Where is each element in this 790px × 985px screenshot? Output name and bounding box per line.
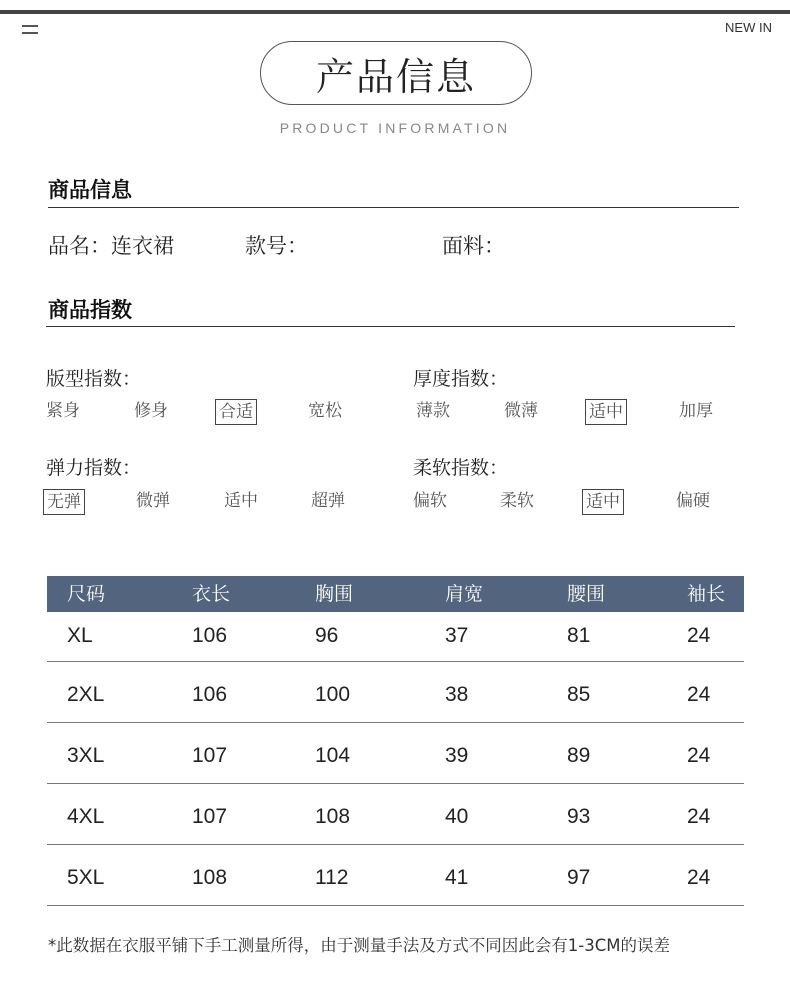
index-option: 柔软 bbox=[500, 491, 534, 511]
table-row bbox=[47, 784, 744, 845]
index-label: 版型指数： bbox=[46, 368, 142, 390]
section-rule bbox=[48, 207, 739, 208]
table-cell: 24 bbox=[687, 805, 711, 828]
table-header-cell: 衣长 bbox=[192, 583, 231, 605]
section-heading-indices: 商品指数 bbox=[48, 298, 132, 322]
table-cell: 107 bbox=[192, 744, 228, 767]
table-cell: 97 bbox=[567, 866, 591, 889]
table-cell: 5XL bbox=[67, 866, 105, 889]
table-cell: 96 bbox=[315, 624, 339, 647]
table-cell: 4XL bbox=[67, 805, 105, 828]
product-name: 品名：连衣裙 bbox=[48, 234, 174, 258]
index-option: 微薄 bbox=[504, 401, 538, 421]
table-cell: 89 bbox=[567, 744, 591, 767]
index-option: 修身 bbox=[134, 401, 168, 421]
index-option: 超弹 bbox=[311, 491, 345, 511]
table-cell: 3XL bbox=[67, 744, 105, 767]
table-cell: 41 bbox=[445, 866, 469, 889]
index-option: 偏硬 bbox=[676, 491, 710, 511]
section-heading-product-info: 商品信息 bbox=[48, 178, 132, 202]
index-option-selected: 适中 bbox=[582, 489, 624, 515]
table-header-cell: 腰围 bbox=[567, 583, 606, 605]
index-option-selected: 适中 bbox=[585, 399, 627, 425]
table-cell: 24 bbox=[687, 744, 711, 767]
table-header-cell: 袖长 bbox=[687, 583, 726, 605]
table-cell: 37 bbox=[445, 624, 469, 647]
table-cell: 112 bbox=[315, 866, 349, 889]
page-title: 产品信息 bbox=[315, 54, 476, 99]
index-option: 微弹 bbox=[136, 491, 170, 511]
table-header bbox=[47, 576, 744, 612]
table-row bbox=[47, 845, 744, 906]
style-number: 款号： bbox=[245, 234, 308, 258]
table-cell: 106 bbox=[192, 624, 228, 647]
index-label: 柔软指数： bbox=[413, 457, 509, 479]
fabric: 面料： bbox=[442, 234, 505, 258]
table-cell: 81 bbox=[567, 624, 591, 647]
index-option-selected: 合适 bbox=[215, 399, 257, 425]
title-pill bbox=[260, 41, 532, 105]
index-option: 紧身 bbox=[46, 401, 80, 421]
table-cell: 104 bbox=[315, 744, 351, 767]
table-cell: 24 bbox=[687, 866, 711, 889]
index-label: 弹力指数： bbox=[46, 457, 142, 479]
size-table bbox=[47, 576, 744, 906]
table-cell: 40 bbox=[445, 805, 469, 828]
table-row bbox=[47, 612, 744, 662]
index-option: 薄款 bbox=[416, 401, 450, 421]
index-option: 偏软 bbox=[413, 491, 447, 511]
table-cell: 24 bbox=[687, 683, 711, 706]
index-option-selected: 无弹 bbox=[43, 489, 85, 515]
table-cell: 108 bbox=[315, 805, 351, 828]
table-cell: 106 bbox=[192, 683, 228, 706]
table-row bbox=[47, 723, 744, 784]
table-cell: 93 bbox=[567, 805, 591, 828]
index-option: 适中 bbox=[224, 491, 258, 511]
table-cell: 85 bbox=[567, 683, 591, 706]
page-subtitle: PRODUCT INFORMATION bbox=[279, 120, 511, 136]
table-cell: 100 bbox=[315, 683, 351, 706]
table-cell: 108 bbox=[192, 866, 228, 889]
section-rule bbox=[46, 326, 735, 327]
menu-icon[interactable] bbox=[22, 25, 38, 35]
index-label: 厚度指数： bbox=[413, 368, 509, 390]
table-cell: 107 bbox=[192, 805, 228, 828]
table-cell: 39 bbox=[445, 744, 469, 767]
table-cell: 2XL bbox=[67, 683, 105, 706]
new-in-label: NEW IN bbox=[725, 20, 772, 35]
table-header-cell: 肩宽 bbox=[445, 583, 484, 605]
table-header-cell: 尺码 bbox=[67, 583, 106, 605]
top-rule bbox=[0, 10, 790, 14]
table-cell: 24 bbox=[687, 624, 711, 647]
table-row bbox=[47, 662, 744, 723]
index-option: 宽松 bbox=[308, 401, 342, 421]
table-body bbox=[47, 612, 744, 906]
table-header-cell: 胸围 bbox=[315, 583, 354, 605]
table-cell: XL bbox=[67, 624, 93, 647]
index-option: 加厚 bbox=[679, 401, 713, 421]
footnote: *此数据在衣服平铺下手工测量所得，由于测量手法及方式不同因此会有1-3CM的误差 bbox=[48, 936, 670, 955]
table-cell: 38 bbox=[445, 683, 469, 706]
